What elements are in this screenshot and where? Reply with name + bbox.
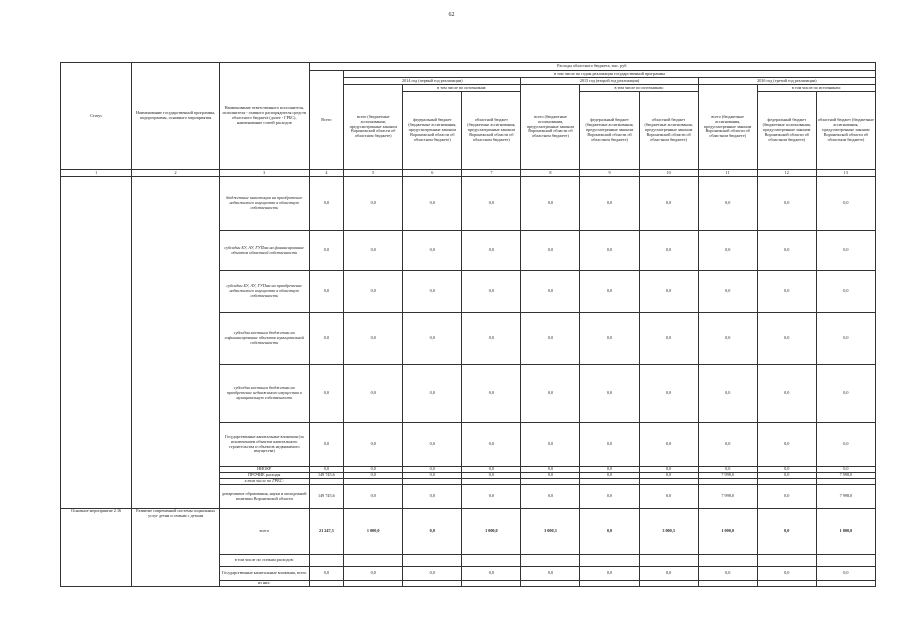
- value-cell: 0,0: [344, 365, 403, 423]
- column-number: 4: [309, 170, 344, 177]
- column-number: 3: [219, 170, 309, 177]
- value-cell: 0,0: [521, 313, 580, 365]
- expense-label: субсидии БУ, АУ, ГУПам на приобретение недвижимого имущества в областную собственность: [219, 271, 309, 313]
- value-cell: [462, 555, 521, 567]
- value-cell: 0,0: [521, 473, 580, 479]
- value-cell: 0,0: [462, 467, 521, 473]
- value-cell: 0,0: [757, 423, 816, 467]
- value-cell: [344, 555, 403, 567]
- header-year-2015: 2015 год (второй год реализации): [521, 78, 698, 85]
- value-cell: 7 998,0: [816, 473, 875, 479]
- expense-label: ПРОЧИЕ расходы: [219, 473, 309, 479]
- value-cell: 21 247,3: [309, 509, 344, 555]
- status-cell: [61, 177, 132, 509]
- header-sources-2016: в том числе по источникам:: [757, 85, 875, 92]
- expense-label: НИОКР: [219, 467, 309, 473]
- value-cell: 7 998,0: [698, 485, 757, 509]
- value-cell: 0,0: [757, 567, 816, 581]
- header-regional-2014: областной бюджет (бюджетные ассигнования, предусмотренные законом Воронежской области об областном бюджете): [462, 92, 521, 170]
- value-cell: 0,0: [403, 365, 462, 423]
- value-cell: 7 998,0: [698, 473, 757, 479]
- value-cell: 0,0: [639, 177, 698, 231]
- value-cell: 0,0: [462, 271, 521, 313]
- value-cell: 0,0: [816, 313, 875, 365]
- value-cell: 0,0: [462, 567, 521, 581]
- value-cell: 0,0: [816, 365, 875, 423]
- value-cell: 0,0: [757, 271, 816, 313]
- value-cell: [462, 581, 521, 587]
- value-cell: 0,0: [403, 485, 462, 509]
- value-cell: 0,0: [403, 473, 462, 479]
- expense-label: из них:: [219, 581, 309, 587]
- value-cell: 0,0: [580, 567, 639, 581]
- value-cell: 0,0: [344, 423, 403, 467]
- table-row: [61, 177, 876, 231]
- value-cell: [639, 581, 698, 587]
- value-cell: 0,0: [698, 365, 757, 423]
- value-cell: 0,0: [698, 271, 757, 313]
- value-cell: 0,0: [757, 467, 816, 473]
- value-cell: 0,0: [580, 485, 639, 509]
- header-year-2014: 2014 год (первый год реализации): [344, 78, 521, 85]
- main-event-status: Основное мероприятие 2.16: [61, 509, 132, 587]
- value-cell: 0,0: [309, 467, 344, 473]
- value-cell: 0,0: [639, 473, 698, 479]
- page-number: 62: [448, 12, 455, 18]
- column-number: 5: [344, 170, 403, 177]
- value-cell: 0,0: [403, 567, 462, 581]
- column-number: 10: [639, 170, 698, 177]
- expense-label: Государственные капитальные вложения, всего: [219, 567, 309, 581]
- value-cell: 0,0: [309, 365, 344, 423]
- value-cell: 0,0: [698, 467, 757, 473]
- value-cell: 0,0: [757, 231, 816, 271]
- value-cell: 3 000,3: [639, 509, 698, 555]
- value-cell: 0,0: [639, 467, 698, 473]
- value-cell: 149 745,6: [309, 485, 344, 509]
- value-cell: 0,0: [639, 271, 698, 313]
- value-cell: [403, 555, 462, 567]
- value-cell: [698, 555, 757, 567]
- value-cell: [816, 581, 875, 587]
- value-cell: 1 000,0: [698, 509, 757, 555]
- header-federal-2015: федеральный бюджет (бюджетные ассигнования, предусмотренные законом Воронежской области об областном бюджете): [580, 92, 639, 170]
- expense-label: бюджетные инвестиции на приобретение недвижимого имущества в областную собственность: [219, 177, 309, 231]
- header-budget-title: Расходы областного бюджета, тыс. руб.: [309, 63, 875, 71]
- header-responsible: Наименование ответственного исполнителя, исполнителя - главного распорядителя средств областного бюджета (далее - ГРБС), наименование статей расходов: [219, 63, 309, 170]
- value-cell: 0,0: [580, 467, 639, 473]
- value-cell: 0,0: [462, 423, 521, 467]
- value-cell: 0,0: [309, 313, 344, 365]
- value-cell: 3 000,3: [521, 509, 580, 555]
- value-cell: 0,0: [344, 271, 403, 313]
- value-cell: [816, 555, 875, 567]
- column-number: 11: [698, 170, 757, 177]
- value-cell: 0,0: [580, 473, 639, 479]
- expense-label: Государственные капитальные вложения (за исключением объектов капитального строительства и объектов недвижимого имущества): [219, 423, 309, 467]
- column-number: 13: [816, 170, 875, 177]
- header-all-2014: всего (бюджетные ассигнования, предусмотренные законом Воронежской области об областном бюджете): [344, 85, 403, 170]
- value-cell: 0,0: [344, 177, 403, 231]
- value-cell: [344, 581, 403, 587]
- value-cell: [757, 581, 816, 587]
- value-cell: 0,0: [580, 177, 639, 231]
- value-cell: 0,0: [580, 231, 639, 271]
- value-cell: 0,0: [521, 231, 580, 271]
- value-cell: [698, 581, 757, 587]
- header-program-name: Наименование государственной программы, подпрограммы, основного мероприятия: [132, 63, 220, 170]
- header-regional-2016: областной бюджет (бюджетные ассигнования, предусмотренные законом Воронежской области об областном бюджете): [816, 92, 875, 170]
- value-cell: 0,0: [816, 231, 875, 271]
- value-cell: 0,0: [344, 231, 403, 271]
- expense-label: департамент образования, науки и молодежной политики Воронежской области: [219, 485, 309, 509]
- expense-label: всего: [219, 509, 309, 555]
- value-cell: 0,0: [698, 177, 757, 231]
- value-cell: 0,0: [698, 313, 757, 365]
- column-number: 1: [61, 170, 132, 177]
- value-cell: 0,0: [580, 509, 639, 555]
- value-cell: 0,0: [639, 365, 698, 423]
- value-cell: 0,0: [309, 271, 344, 313]
- expense-label: в том числе по статьям расходов:: [219, 555, 309, 567]
- value-cell: 0,0: [309, 177, 344, 231]
- value-cell: 0,0: [816, 467, 875, 473]
- value-cell: 0,0: [309, 423, 344, 467]
- header-year-2016: 2016 год (третий год реализации): [698, 78, 875, 85]
- header-by-years: в том числе по годам реализации государственной программы: [344, 71, 876, 78]
- value-cell: 0,0: [521, 467, 580, 473]
- value-cell: 0,0: [816, 423, 875, 467]
- value-cell: 0,0: [462, 485, 521, 509]
- column-number: 6: [403, 170, 462, 177]
- value-cell: 1 000,0: [462, 509, 521, 555]
- value-cell: 0,0: [521, 271, 580, 313]
- value-cell: 0,0: [639, 313, 698, 365]
- value-cell: 0,0: [521, 485, 580, 509]
- column-number: 8: [521, 170, 580, 177]
- value-cell: 0,0: [521, 177, 580, 231]
- value-cell: 0,0: [403, 423, 462, 467]
- header-sources-2014: в том числе по источникам:: [403, 85, 521, 92]
- value-cell: [521, 581, 580, 587]
- expense-label: субсидии местным бюджетам на приобретение недвижимого имущества в муниципальную собственность: [219, 365, 309, 423]
- value-cell: [403, 581, 462, 587]
- value-cell: 0,0: [403, 231, 462, 271]
- table-row: [61, 509, 876, 555]
- column-number: 7: [462, 170, 521, 177]
- value-cell: 1 000,0: [344, 509, 403, 555]
- value-cell: 149 745,6: [309, 473, 344, 479]
- value-cell: 0,0: [462, 177, 521, 231]
- header-federal-2014: федеральный бюджет (бюджетные ассигнования, предусмотренные законом Воронежской области об областном бюджете): [403, 92, 462, 170]
- value-cell: [309, 581, 344, 587]
- header-federal-2016: федеральный бюджет (бюджетные ассигнования, предусмотренные законом Воронежской области об областном бюджете): [757, 92, 816, 170]
- value-cell: 0,0: [639, 485, 698, 509]
- value-cell: 0,0: [521, 423, 580, 467]
- value-cell: 0,0: [344, 313, 403, 365]
- column-number: 9: [580, 170, 639, 177]
- header-sources-2015: в том числе по источникам:: [580, 85, 698, 92]
- value-cell: 0,0: [816, 271, 875, 313]
- value-cell: 0,0: [816, 567, 875, 581]
- value-cell: 0,0: [403, 509, 462, 555]
- column-number: 12: [757, 170, 816, 177]
- value-cell: 0,0: [462, 473, 521, 479]
- value-cell: 0,0: [344, 467, 403, 473]
- value-cell: [757, 555, 816, 567]
- program-name-cell: [132, 177, 220, 509]
- value-cell: 0,0: [580, 313, 639, 365]
- expense-label: субсидии БУ, АУ, ГУПам на финансирование объектов областной собственности: [219, 231, 309, 271]
- main-event-name: Развитие современной системы социальных услуг детям и семьям с детьми: [132, 509, 220, 587]
- header-all-2015: всего (бюджетные ассигнования, предусмотренные законом Воронежской области об областном бюджете): [521, 85, 580, 170]
- value-cell: [580, 581, 639, 587]
- header-status: Статус: [61, 63, 132, 170]
- value-cell: 0,0: [309, 567, 344, 581]
- value-cell: 0,0: [403, 177, 462, 231]
- value-cell: 0,0: [639, 423, 698, 467]
- value-cell: 0,0: [403, 467, 462, 473]
- header-total: Всего: [309, 71, 344, 170]
- value-cell: 7 998,0: [816, 485, 875, 509]
- value-cell: 1 000,0: [816, 509, 875, 555]
- value-cell: 0,0: [580, 365, 639, 423]
- value-cell: 0,0: [521, 567, 580, 581]
- value-cell: 0,0: [462, 365, 521, 423]
- expense-label: субсидии местным бюджетам на софинансирование объектов муниципальной собственности: [219, 313, 309, 365]
- header-all-2016: всего (бюджетные ассигнования, предусмотренные законом Воронежской области об областном бюджете): [698, 85, 757, 170]
- value-cell: [309, 555, 344, 567]
- value-cell: 0,0: [757, 473, 816, 479]
- value-cell: 0,0: [403, 271, 462, 313]
- value-cell: 0,0: [521, 365, 580, 423]
- value-cell: 0,0: [580, 423, 639, 467]
- value-cell: 0,0: [639, 567, 698, 581]
- value-cell: 0,0: [757, 485, 816, 509]
- value-cell: 0,0: [462, 313, 521, 365]
- value-cell: 0,0: [344, 485, 403, 509]
- value-cell: 0,0: [344, 473, 403, 479]
- value-cell: 0,0: [757, 313, 816, 365]
- value-cell: [580, 555, 639, 567]
- value-cell: 0,0: [462, 231, 521, 271]
- value-cell: 0,0: [757, 177, 816, 231]
- value-cell: [521, 555, 580, 567]
- value-cell: 0,0: [309, 231, 344, 271]
- value-cell: 0,0: [344, 567, 403, 581]
- header-regional-2015: областной бюджет (бюджетные ассигнования, предусмотренные законом Воронежской области об областном бюджете): [639, 92, 698, 170]
- value-cell: 0,0: [757, 509, 816, 555]
- expense-label: в том числе по ГРБС:: [219, 479, 309, 485]
- value-cell: 0,0: [580, 271, 639, 313]
- value-cell: 0,0: [698, 567, 757, 581]
- value-cell: 0,0: [403, 313, 462, 365]
- value-cell: 0,0: [698, 231, 757, 271]
- value-cell: 0,0: [757, 365, 816, 423]
- value-cell: 0,0: [698, 423, 757, 467]
- value-cell: [639, 555, 698, 567]
- column-number-row: [61, 170, 876, 177]
- value-cell: 0,0: [639, 231, 698, 271]
- budget-table: [60, 62, 876, 587]
- column-number: 2: [132, 170, 220, 177]
- value-cell: 0,0: [816, 177, 875, 231]
